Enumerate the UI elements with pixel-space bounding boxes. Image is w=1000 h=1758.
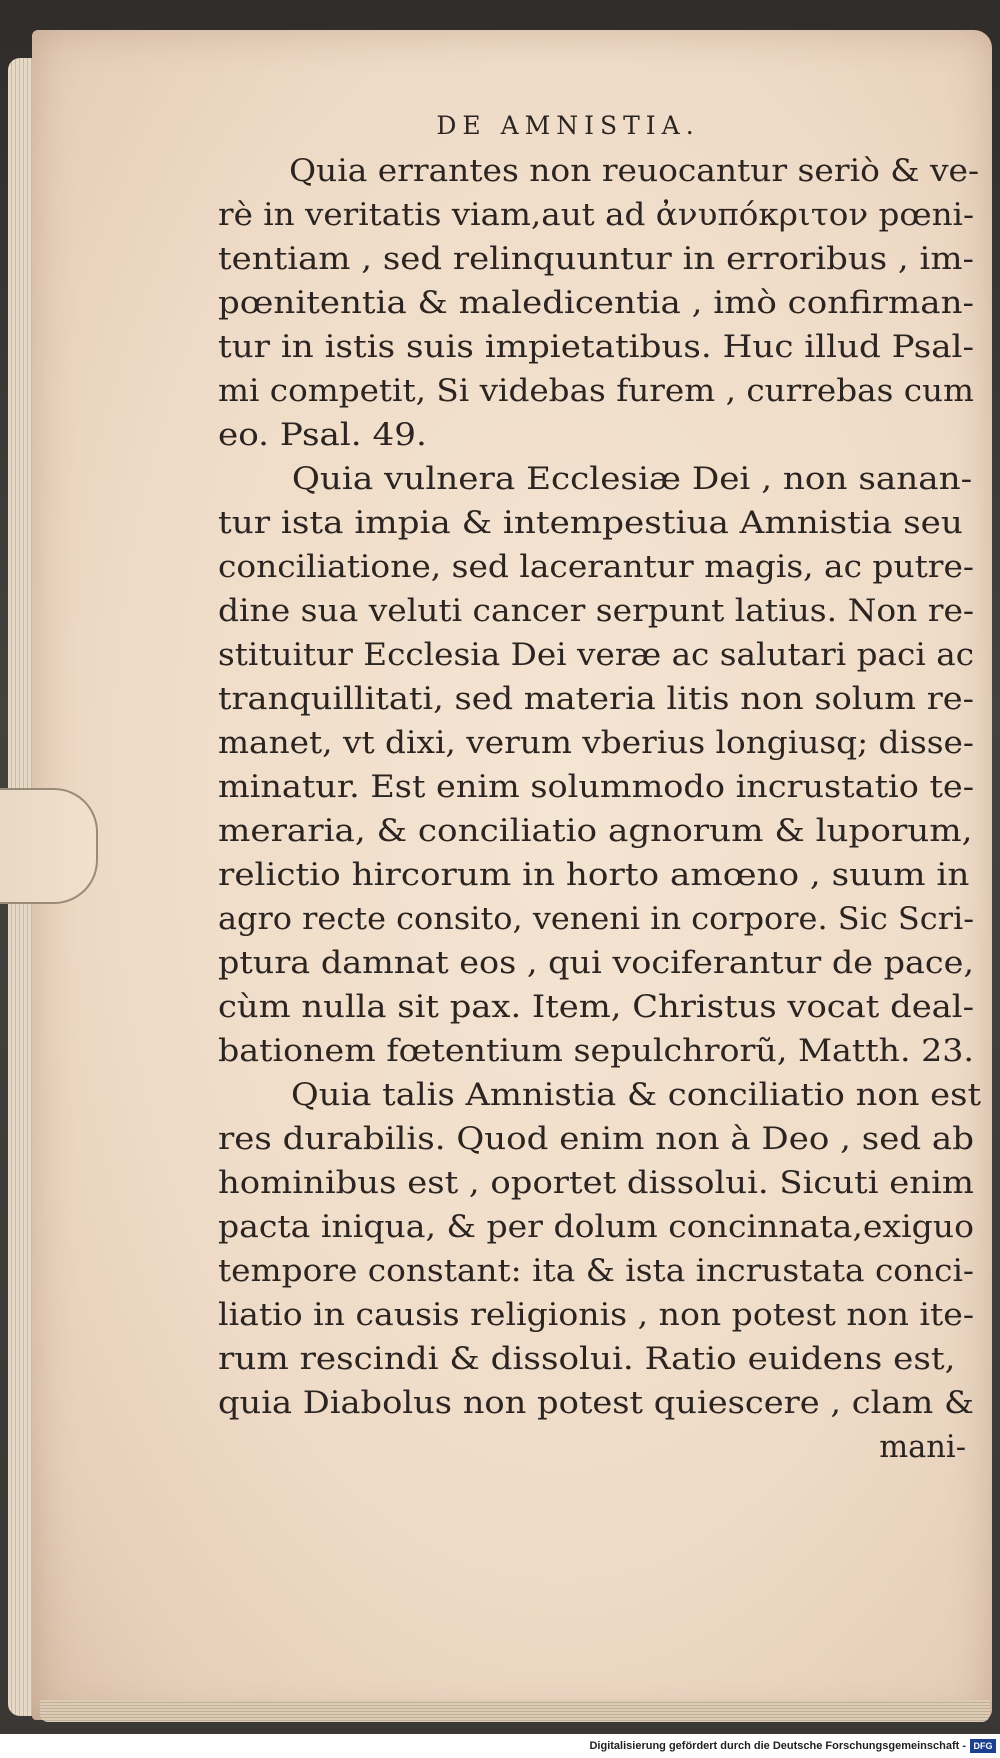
text-line: tur in istis suis impietatibus. Huc illud Psal- [218,330,975,365]
text-line: ptura damnat eos , qui vociferantur de pace, [218,946,974,981]
text-line: agro recte consito, veneni in corpore. Sic Scri- [218,902,975,937]
paragraph-3 [218,1074,982,1426]
paragraph-2 [218,458,978,1074]
text-line: tranquillitati, sed materia litis non solum re- [218,682,974,717]
text-line: res durabilis. Quod enim non à Deo , sed ab [218,1122,974,1157]
text-line: tur ista impia & intempestiua Amnistia seu [218,506,963,541]
dfg-logo: DFG [970,1739,996,1753]
text-line: stituitur Ecclesia Dei veræ ac salutari paci ac [218,638,974,673]
text-line: pœnitentia & maledicentia , imò confirman- [218,286,975,321]
text-line: liatio in causis religionis , non potest non ite- [218,1298,974,1333]
text-line: mi competit, Si videbas furem , currebas cum [218,374,974,409]
text-block [218,110,982,1470]
text-line: hominibus est , oportet dissolui. Sicuti enim [218,1166,974,1201]
text-line: Quia talis Amnistia & conciliatio non est [291,1078,982,1113]
paragraph-1 [218,150,978,458]
text-line: meraria, & conciliatio agnorum & luporum, [218,814,973,849]
text-line: relictio hircorum in horto amœno , suum in [218,858,970,893]
text-line: eo. Psal. 49. [218,418,427,453]
catchword: mani- [879,1430,966,1465]
text-line: rum rescindi & dissolui. Ratio euidens est, [218,1342,956,1377]
text-line: pacta iniqua, & per dolum concinnata,exiguo [218,1210,974,1245]
page-bottom-edge [40,1700,990,1722]
text-line: bationem fœtentium sepulchrorũ, Matth. 23. [218,1034,974,1069]
text-line: manet, vt dixi, verum vberius longiusq; disse- [218,726,974,761]
text-line: conciliatione, sed lacerantur magis, ac putre- [218,550,975,585]
digitization-footer [0,1734,1000,1758]
text-line: dine sua veluti cancer serpunt latius. Non re- [218,594,974,629]
text-line: Quia errantes non reuocantur seriò & ve- [289,154,980,189]
footer-credit: Digitalisierung gefördert durch die Deutsche Forschungsgemeinschaft - [589,1740,966,1752]
bookmark-tab [0,788,98,904]
text-line: tempore constant: ita & ista incrustata conci- [218,1254,974,1289]
text-line: cùm nulla sit pax. Item, Christus vocat deal- [218,990,974,1025]
text-line: rè in veritatis viam,aut ad ἀνυπόκριτον pœni- [218,198,974,233]
text-line: quia Diabolus non potest quiescere , clam & [218,1386,975,1421]
text-line: tentiam , sed relinquuntur in erroribus , im- [218,242,974,277]
text-line: minatur. Est enim solummodo incrustatio te- [218,770,974,805]
text-line: Quia vulnera Ecclesiæ Dei , non sanan- [291,462,973,497]
running-head: DE AMNISTIA. [436,111,700,140]
